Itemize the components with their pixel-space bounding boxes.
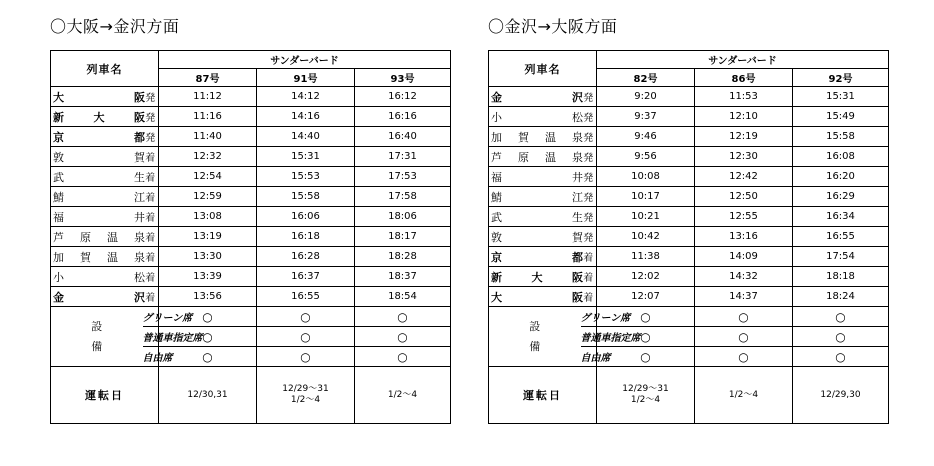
time-cell: 11:40 bbox=[159, 127, 257, 147]
time-cell: 13:39 bbox=[159, 267, 257, 287]
time-cell: 17:54 bbox=[793, 247, 889, 267]
time-cell: 9:20 bbox=[597, 87, 695, 107]
station-name-cell bbox=[51, 147, 143, 167]
station-row bbox=[51, 207, 451, 227]
time-cell: 12:02 bbox=[597, 267, 695, 287]
train-number: 93号 bbox=[355, 69, 451, 87]
arrival-departure: 着 bbox=[581, 267, 597, 287]
time-cell: 13:56 bbox=[159, 287, 257, 307]
station-row bbox=[489, 127, 889, 147]
facility-name: グリーン席 bbox=[581, 307, 597, 327]
station-name-cell bbox=[489, 267, 581, 287]
station-name: 新大阪 bbox=[53, 110, 145, 124]
time-cell: 16:18 bbox=[257, 227, 355, 247]
station-row bbox=[51, 267, 451, 287]
facilities-label-1: 設 bbox=[529, 319, 541, 333]
arrival-departure: 発 bbox=[581, 207, 597, 227]
time-cell: 13:30 bbox=[159, 247, 257, 267]
time-cell: 14:37 bbox=[695, 287, 793, 307]
availability-mark: ○ bbox=[257, 327, 355, 347]
station-row bbox=[489, 227, 889, 247]
station-name: 小松 bbox=[53, 270, 145, 284]
station-row bbox=[489, 107, 889, 127]
availability-mark: ○ bbox=[597, 307, 695, 327]
time-cell: 17:58 bbox=[355, 187, 451, 207]
time-cell: 13:19 bbox=[159, 227, 257, 247]
availability-mark: ○ bbox=[355, 327, 451, 347]
facility-name: 普通車指定席 bbox=[143, 327, 159, 347]
time-cell: 15:49 bbox=[793, 107, 889, 127]
station-name-cell bbox=[489, 207, 581, 227]
time-cell: 16:28 bbox=[257, 247, 355, 267]
station-row bbox=[489, 167, 889, 187]
station-name: 武生 bbox=[53, 170, 145, 184]
time-cell: 12:55 bbox=[695, 207, 793, 227]
station-name: 福井 bbox=[491, 170, 583, 184]
arrival-departure: 発 bbox=[581, 187, 597, 207]
station-name: 芦原温泉 bbox=[53, 230, 145, 244]
station-row bbox=[51, 147, 451, 167]
time-cell: 13:16 bbox=[695, 227, 793, 247]
operation-days-value: 12/29～31 1/2～4 bbox=[257, 367, 355, 424]
time-cell: 18:17 bbox=[355, 227, 451, 247]
arrival-departure: 着 bbox=[143, 187, 159, 207]
time-cell: 14:32 bbox=[695, 267, 793, 287]
time-cell: 11:38 bbox=[597, 247, 695, 267]
station-name: 加賀温泉 bbox=[491, 130, 583, 144]
time-cell: 15:58 bbox=[257, 187, 355, 207]
station-name: 敦賀 bbox=[491, 230, 583, 244]
time-cell: 16:20 bbox=[793, 167, 889, 187]
availability-mark: ○ bbox=[695, 327, 793, 347]
time-cell: 9:46 bbox=[597, 127, 695, 147]
time-cell: 10:42 bbox=[597, 227, 695, 247]
station-row bbox=[51, 187, 451, 207]
station-row bbox=[489, 87, 889, 107]
arrival-departure: 着 bbox=[143, 267, 159, 287]
time-cell: 15:31 bbox=[793, 87, 889, 107]
time-cell: 11:53 bbox=[695, 87, 793, 107]
timetable bbox=[50, 50, 451, 424]
availability-mark: ○ bbox=[159, 307, 257, 327]
time-cell: 18:28 bbox=[355, 247, 451, 267]
station-name-cell bbox=[489, 227, 581, 247]
time-cell: 12:32 bbox=[159, 147, 257, 167]
station-name-cell bbox=[489, 147, 581, 167]
time-cell: 12:19 bbox=[695, 127, 793, 147]
time-cell: 17:53 bbox=[355, 167, 451, 187]
station-row bbox=[489, 207, 889, 227]
station-name-cell bbox=[51, 187, 143, 207]
arrival-departure: 発 bbox=[143, 127, 159, 147]
availability-mark: ○ bbox=[355, 307, 451, 327]
station-name: 福井 bbox=[53, 210, 145, 224]
train-name-label: 列車名 bbox=[489, 51, 597, 87]
availability-mark: ○ bbox=[793, 327, 889, 347]
train-name-label: 列車名 bbox=[51, 51, 159, 87]
station-row bbox=[51, 167, 451, 187]
arrival-departure: 発 bbox=[581, 87, 597, 107]
panel-title: 〇大阪→金沢方面 bbox=[50, 17, 180, 36]
station-name-cell bbox=[489, 187, 581, 207]
operation-days-label: 運転日 bbox=[51, 367, 159, 424]
availability-mark: ○ bbox=[695, 307, 793, 327]
facility-name: グリーン席 bbox=[143, 307, 159, 327]
time-cell: 15:31 bbox=[257, 147, 355, 167]
arrival-departure: 着 bbox=[143, 167, 159, 187]
arrival-departure: 発 bbox=[581, 147, 597, 167]
time-cell: 9:56 bbox=[597, 147, 695, 167]
time-cell: 12:50 bbox=[695, 187, 793, 207]
time-cell: 16:34 bbox=[793, 207, 889, 227]
station-row bbox=[51, 87, 451, 107]
time-cell: 15:58 bbox=[793, 127, 889, 147]
station-name-cell bbox=[489, 287, 581, 307]
operation-days-value: 1/2～4 bbox=[355, 367, 451, 424]
station-name: 大阪 bbox=[53, 90, 145, 104]
time-cell: 12:54 bbox=[159, 167, 257, 187]
station-name-cell bbox=[489, 167, 581, 187]
station-row bbox=[489, 287, 889, 307]
station-name: 金沢 bbox=[53, 290, 145, 304]
station-name: 京都 bbox=[53, 130, 145, 144]
time-cell: 10:08 bbox=[597, 167, 695, 187]
time-cell: 11:12 bbox=[159, 87, 257, 107]
time-cell: 15:53 bbox=[257, 167, 355, 187]
time-cell: 16:06 bbox=[257, 207, 355, 227]
station-row bbox=[51, 247, 451, 267]
facility-name: 普通車指定席 bbox=[581, 327, 597, 347]
train-number: 92号 bbox=[793, 69, 889, 87]
availability-mark: ○ bbox=[257, 307, 355, 327]
time-cell: 16:29 bbox=[793, 187, 889, 207]
availability-mark: ○ bbox=[355, 347, 451, 367]
time-cell: 16:16 bbox=[355, 107, 451, 127]
station-name: 芦原温泉 bbox=[491, 150, 583, 164]
facility-name: 自由席 bbox=[581, 347, 597, 367]
time-cell: 14:16 bbox=[257, 107, 355, 127]
facilities-label-2: 備 bbox=[529, 339, 541, 353]
station-row bbox=[489, 247, 889, 267]
time-cell: 16:55 bbox=[793, 227, 889, 247]
arrival-departure: 着 bbox=[143, 207, 159, 227]
time-cell: 18:37 bbox=[355, 267, 451, 287]
time-cell: 13:08 bbox=[159, 207, 257, 227]
train-number: 87号 bbox=[159, 69, 257, 87]
station-name: 鯖江 bbox=[491, 190, 583, 204]
time-cell: 18:24 bbox=[793, 287, 889, 307]
station-name: 加賀温泉 bbox=[53, 250, 145, 264]
station-name: 大阪 bbox=[491, 290, 583, 304]
operation-days-row bbox=[51, 367, 451, 424]
time-cell: 17:31 bbox=[355, 147, 451, 167]
timetable bbox=[488, 50, 889, 424]
arrival-departure: 発 bbox=[143, 107, 159, 127]
operation-days-label: 運転日 bbox=[489, 367, 597, 424]
arrival-departure: 発 bbox=[581, 167, 597, 187]
station-name: 新大阪 bbox=[491, 270, 583, 284]
operation-days-row bbox=[489, 367, 889, 424]
time-cell: 16:12 bbox=[355, 87, 451, 107]
service-name: サンダーバード bbox=[159, 51, 451, 69]
facilities-label bbox=[489, 307, 581, 367]
arrival-departure: 着 bbox=[143, 147, 159, 167]
time-cell: 16:55 bbox=[257, 287, 355, 307]
arrival-departure: 発 bbox=[581, 127, 597, 147]
arrival-departure: 発 bbox=[143, 87, 159, 107]
availability-mark: ○ bbox=[695, 347, 793, 367]
time-cell: 14:09 bbox=[695, 247, 793, 267]
panel-title: 〇金沢→大阪方面 bbox=[488, 17, 618, 36]
time-cell: 16:08 bbox=[793, 147, 889, 167]
arrival-departure: 着 bbox=[581, 247, 597, 267]
station-name: 金沢 bbox=[491, 90, 583, 104]
station-name-cell bbox=[489, 127, 581, 147]
train-number: 86号 bbox=[695, 69, 793, 87]
service-name: サンダーバード bbox=[597, 51, 889, 69]
availability-mark: ○ bbox=[159, 327, 257, 347]
facility-row bbox=[489, 307, 889, 327]
station-row bbox=[489, 187, 889, 207]
station-name-cell bbox=[51, 167, 143, 187]
availability-mark: ○ bbox=[793, 307, 889, 327]
header-row bbox=[489, 51, 889, 69]
time-cell: 18:54 bbox=[355, 287, 451, 307]
time-cell: 14:40 bbox=[257, 127, 355, 147]
operation-days-value: 12/29～31 1/2～4 bbox=[597, 367, 695, 424]
station-row bbox=[51, 227, 451, 247]
station-name: 京都 bbox=[491, 250, 583, 264]
train-number: 91号 bbox=[257, 69, 355, 87]
station-name-cell bbox=[51, 287, 143, 307]
arrival-departure: 発 bbox=[581, 107, 597, 127]
station-name: 小松 bbox=[491, 110, 583, 124]
station-name-cell bbox=[489, 87, 581, 107]
facilities-label-2: 備 bbox=[91, 339, 103, 353]
station-name: 武生 bbox=[491, 210, 583, 224]
station-name-cell bbox=[51, 107, 143, 127]
time-cell: 16:37 bbox=[257, 267, 355, 287]
time-cell: 18:18 bbox=[793, 267, 889, 287]
facilities-label-1: 設 bbox=[91, 319, 103, 333]
time-cell: 12:59 bbox=[159, 187, 257, 207]
station-row bbox=[51, 127, 451, 147]
station-row bbox=[489, 147, 889, 167]
availability-mark: ○ bbox=[159, 347, 257, 367]
time-cell: 12:30 bbox=[695, 147, 793, 167]
availability-mark: ○ bbox=[597, 327, 695, 347]
arrival-departure: 着 bbox=[143, 247, 159, 267]
station-name-cell bbox=[51, 127, 143, 147]
arrival-departure: 着 bbox=[581, 287, 597, 307]
station-name-cell bbox=[51, 227, 143, 247]
availability-mark: ○ bbox=[597, 347, 695, 367]
station-row bbox=[51, 107, 451, 127]
station-name-cell bbox=[489, 247, 581, 267]
station-name-cell bbox=[51, 207, 143, 227]
time-cell: 10:17 bbox=[597, 187, 695, 207]
time-cell: 16:40 bbox=[355, 127, 451, 147]
operation-days-value: 12/30,31 bbox=[159, 367, 257, 424]
time-cell: 9:37 bbox=[597, 107, 695, 127]
time-cell: 12:42 bbox=[695, 167, 793, 187]
station-row bbox=[51, 287, 451, 307]
time-cell: 10:21 bbox=[597, 207, 695, 227]
operation-days-value: 1/2～4 bbox=[695, 367, 793, 424]
time-cell: 11:16 bbox=[159, 107, 257, 127]
arrival-departure: 着 bbox=[143, 227, 159, 247]
station-row bbox=[489, 267, 889, 287]
station-name: 鯖江 bbox=[53, 190, 145, 204]
header-row bbox=[51, 51, 451, 69]
time-cell: 18:06 bbox=[355, 207, 451, 227]
time-cell: 12:10 bbox=[695, 107, 793, 127]
station-name-cell bbox=[51, 87, 143, 107]
time-cell: 14:12 bbox=[257, 87, 355, 107]
time-cell: 12:07 bbox=[597, 287, 695, 307]
operation-days-value: 12/29,30 bbox=[793, 367, 889, 424]
arrival-departure: 発 bbox=[581, 227, 597, 247]
arrival-departure: 着 bbox=[143, 287, 159, 307]
facility-row bbox=[51, 307, 451, 327]
station-name: 敦賀 bbox=[53, 150, 145, 164]
availability-mark: ○ bbox=[257, 347, 355, 367]
facilities-label bbox=[51, 307, 143, 367]
station-name-cell bbox=[51, 267, 143, 287]
availability-mark: ○ bbox=[793, 347, 889, 367]
station-name-cell bbox=[489, 107, 581, 127]
station-name-cell bbox=[51, 247, 143, 267]
train-number: 82号 bbox=[597, 69, 695, 87]
facility-name: 自由席 bbox=[143, 347, 159, 367]
